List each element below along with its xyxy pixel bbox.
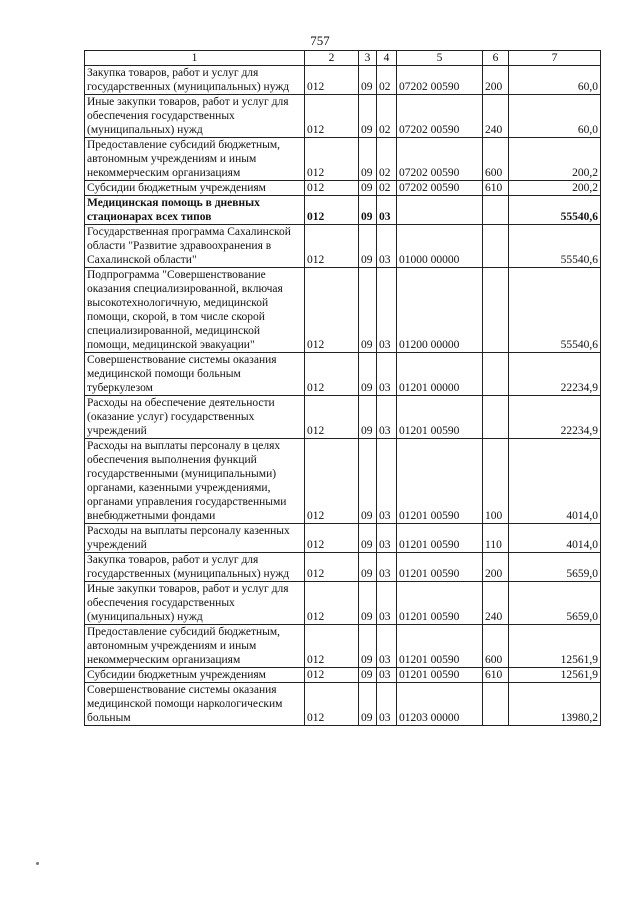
ministry-code-cell: 012 xyxy=(305,582,359,625)
amount-cell: 4014,0 xyxy=(509,439,601,524)
amount-cell: 13980,2 xyxy=(509,683,601,726)
ministry-code-cell: 012 xyxy=(305,625,359,668)
subsection-code-cell: 02 xyxy=(377,138,397,181)
target-code-cell xyxy=(397,196,483,225)
table-row xyxy=(85,396,601,439)
ministry-code-cell: 012 xyxy=(305,181,359,196)
amount-cell: 12561,9 xyxy=(509,668,601,683)
amount-cell: 60,0 xyxy=(509,95,601,138)
table-body xyxy=(85,66,601,726)
section-code-cell: 09 xyxy=(359,353,377,396)
table-row xyxy=(85,268,601,353)
expense-type-cell xyxy=(483,196,509,225)
table-header-row xyxy=(85,51,601,66)
table-row xyxy=(85,353,601,396)
ministry-code-cell: 012 xyxy=(305,668,359,683)
ministry-code-cell: 012 xyxy=(305,683,359,726)
column-header-6: 6 xyxy=(483,51,509,66)
expense-type-cell: 240 xyxy=(483,582,509,625)
ministry-code-cell: 012 xyxy=(305,268,359,353)
subsection-code-cell: 02 xyxy=(377,181,397,196)
amount-cell: 12561,9 xyxy=(509,625,601,668)
table-row xyxy=(85,683,601,726)
amount-cell: 55540,6 xyxy=(509,225,601,268)
expense-type-cell: 610 xyxy=(483,668,509,683)
target-code-cell: 01203 00000 xyxy=(397,683,483,726)
subsection-code-cell: 03 xyxy=(377,396,397,439)
section-code-cell: 09 xyxy=(359,668,377,683)
table-row xyxy=(85,582,601,625)
ministry-code-cell: 012 xyxy=(305,196,359,225)
expenditure-name-cell: Предоставление субсидий бюджетным, автономным учреждениям и иным некоммерческим организациям xyxy=(85,138,305,181)
expenditure-name-cell: Субсидии бюджетным учреждениям xyxy=(85,181,305,196)
ministry-code-cell: 012 xyxy=(305,439,359,524)
subsection-code-cell: 03 xyxy=(377,582,397,625)
expenditure-name-cell: Иные закупки товаров, работ и услуг для обеспечения государственных (муниципальных) нужд xyxy=(85,582,305,625)
amount-cell: 200,2 xyxy=(509,181,601,196)
amount-cell: 55540,6 xyxy=(509,268,601,353)
target-code-cell: 07202 00590 xyxy=(397,95,483,138)
expense-type-cell: 240 xyxy=(483,95,509,138)
table-row xyxy=(85,181,601,196)
expense-type-cell: 600 xyxy=(483,138,509,181)
subsection-code-cell: 03 xyxy=(377,439,397,524)
budget-table xyxy=(84,50,601,726)
expense-type-cell xyxy=(483,225,509,268)
expense-type-cell xyxy=(483,353,509,396)
expenditure-name-cell: Государственная программа Сахалинской области "Развитие здравоохранения в Сахалинской области" xyxy=(85,225,305,268)
ministry-code-cell: 012 xyxy=(305,396,359,439)
expenditure-name-cell: Совершенствование системы оказания медицинской помощи больным туберкулезом xyxy=(85,353,305,396)
expenditure-name-cell: Иные закупки товаров, работ и услуг для обеспечения государственных (муниципальных) нужд xyxy=(85,95,305,138)
expense-type-cell: 200 xyxy=(483,553,509,582)
expenditure-name-cell: Закупка товаров, работ и услуг для государственных (муниципальных) нужд xyxy=(85,66,305,95)
subsection-code-cell: 03 xyxy=(377,524,397,553)
expenditure-name-cell: Предоставление субсидий бюджетным, автономным учреждениям и иным некоммерческим организациям xyxy=(85,625,305,668)
section-code-cell: 09 xyxy=(359,95,377,138)
amount-cell: 60,0 xyxy=(509,66,601,95)
scan-speck xyxy=(36,862,39,865)
ministry-code-cell: 012 xyxy=(305,225,359,268)
column-header-1: 1 xyxy=(85,51,305,66)
expenditure-name-cell: Совершенствование системы оказания медицинской помощи наркологическим больным xyxy=(85,683,305,726)
ministry-code-cell: 012 xyxy=(305,95,359,138)
section-code-cell: 09 xyxy=(359,66,377,95)
subsection-code-cell: 03 xyxy=(377,353,397,396)
section-code-cell: 09 xyxy=(359,181,377,196)
amount-cell: 55540,6 xyxy=(509,196,601,225)
section-code-cell: 09 xyxy=(359,225,377,268)
target-code-cell: 07202 00590 xyxy=(397,181,483,196)
section-code-cell: 09 xyxy=(359,268,377,353)
target-code-cell: 07202 00590 xyxy=(397,66,483,95)
expense-type-cell xyxy=(483,396,509,439)
section-code-cell: 09 xyxy=(359,396,377,439)
ministry-code-cell: 012 xyxy=(305,66,359,95)
section-code-cell: 09 xyxy=(359,196,377,225)
amount-cell: 200,2 xyxy=(509,138,601,181)
table-row xyxy=(85,138,601,181)
table-row xyxy=(85,66,601,95)
table-row xyxy=(85,625,601,668)
expense-type-cell xyxy=(483,683,509,726)
target-code-cell: 07202 00590 xyxy=(397,138,483,181)
ministry-code-cell: 012 xyxy=(305,524,359,553)
amount-cell: 4014,0 xyxy=(509,524,601,553)
expenditure-name-cell: Расходы на обеспечение деятельности (оказание услуг) государственных учреждений xyxy=(85,396,305,439)
target-code-cell: 01201 00590 xyxy=(397,668,483,683)
table-row xyxy=(85,196,601,225)
expense-type-cell: 110 xyxy=(483,524,509,553)
subsection-code-cell: 03 xyxy=(377,668,397,683)
target-code-cell: 01201 00590 xyxy=(397,582,483,625)
target-code-cell: 01201 00590 xyxy=(397,524,483,553)
subsection-code-cell: 02 xyxy=(377,95,397,138)
amount-cell: 5659,0 xyxy=(509,553,601,582)
amount-cell: 5659,0 xyxy=(509,582,601,625)
ministry-code-cell: 012 xyxy=(305,138,359,181)
section-code-cell: 09 xyxy=(359,524,377,553)
table-row xyxy=(85,668,601,683)
subsection-code-cell: 03 xyxy=(377,196,397,225)
column-header-7: 7 xyxy=(509,51,601,66)
expense-type-cell: 610 xyxy=(483,181,509,196)
target-code-cell: 01000 00000 xyxy=(397,225,483,268)
subsection-code-cell: 03 xyxy=(377,625,397,668)
column-header-3: 3 xyxy=(359,51,377,66)
section-code-cell: 09 xyxy=(359,683,377,726)
expense-type-cell xyxy=(483,268,509,353)
target-code-cell: 01201 00590 xyxy=(397,553,483,582)
expenditure-name-cell: Расходы на выплаты персоналу казенных учреждений xyxy=(85,524,305,553)
target-code-cell: 01201 00590 xyxy=(397,625,483,668)
expense-type-cell: 200 xyxy=(483,66,509,95)
column-header-5: 5 xyxy=(397,51,483,66)
section-code-cell: 09 xyxy=(359,553,377,582)
expense-type-cell: 600 xyxy=(483,625,509,668)
expenditure-name-cell: Расходы на выплаты персоналу в целях обеспечения выполнения функций государственными (муниципальными) органами, казенными учреждениями, органами управления государственными внебюджетными фондами xyxy=(85,439,305,524)
section-code-cell: 09 xyxy=(359,582,377,625)
target-code-cell: 01201 00590 xyxy=(397,396,483,439)
table-row xyxy=(85,439,601,524)
target-code-cell: 01201 00590 xyxy=(397,439,483,524)
table-row xyxy=(85,524,601,553)
target-code-cell: 01200 00000 xyxy=(397,268,483,353)
expenditure-name-cell: Закупка товаров, работ и услуг для государственных (муниципальных) нужд xyxy=(85,553,305,582)
subsection-code-cell: 03 xyxy=(377,683,397,726)
expense-type-cell: 100 xyxy=(483,439,509,524)
column-header-2: 2 xyxy=(305,51,359,66)
column-header-4: 4 xyxy=(377,51,397,66)
section-code-cell: 09 xyxy=(359,138,377,181)
table-row xyxy=(85,553,601,582)
target-code-cell: 01201 00000 xyxy=(397,353,483,396)
section-code-cell: 09 xyxy=(359,439,377,524)
expenditure-name-cell: Медицинская помощь в дневных стационарах всех типов xyxy=(85,196,305,225)
subsection-code-cell: 02 xyxy=(377,66,397,95)
table-row xyxy=(85,95,601,138)
expenditure-name-cell: Субсидии бюджетным учреждениям xyxy=(85,668,305,683)
section-code-cell: 09 xyxy=(359,625,377,668)
table-row xyxy=(85,225,601,268)
subsection-code-cell: 03 xyxy=(377,225,397,268)
expenditure-name-cell: Подпрограмма "Совершенствование оказания специализированной, включая высокотехнологичную, медицинской помощи, скорой, в том числе скорой специализированной, медицинской помощи, медицинской эвакуации" xyxy=(85,268,305,353)
ministry-code-cell: 012 xyxy=(305,353,359,396)
ministry-code-cell: 012 xyxy=(305,553,359,582)
amount-cell: 22234,9 xyxy=(509,396,601,439)
amount-cell: 22234,9 xyxy=(509,353,601,396)
page-number: 757 xyxy=(310,33,330,48)
subsection-code-cell: 03 xyxy=(377,553,397,582)
subsection-code-cell: 03 xyxy=(377,268,397,353)
